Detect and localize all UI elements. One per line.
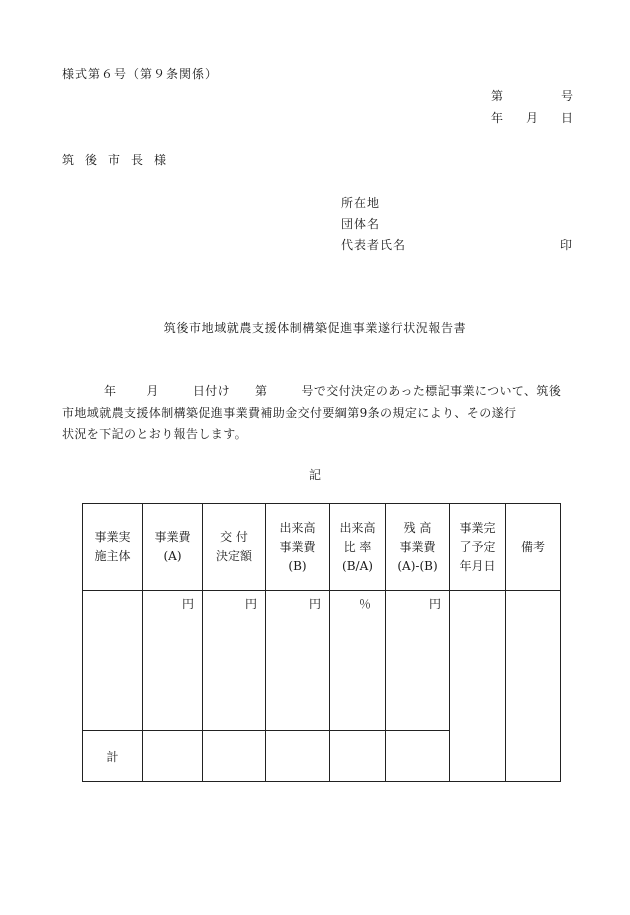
cell-implementer[interactable] (83, 591, 143, 731)
body-line-2: 市地域就農支援体制構築促進事業費補助金交付要綱第9条の規定により、その遂行 (62, 405, 517, 420)
total-completed-cost[interactable] (266, 731, 330, 782)
cell-grant-amount[interactable]: 円 (203, 591, 266, 731)
applicant-rep-row (341, 238, 573, 252)
total-grant-amount[interactable] (203, 731, 266, 782)
header-remaining-cost: 残 高 事業費 (A)-(B) (386, 504, 450, 591)
cell-completion-rate[interactable]: ％ (330, 591, 386, 731)
cell-remarks[interactable] (506, 591, 561, 782)
cell-completion-date[interactable] (450, 591, 506, 782)
doc-no-suffix: 号 (560, 89, 573, 103)
header-project-cost: 事業費 (A) (143, 504, 203, 591)
body-line-3: 状況を下記のとおり報告します。 (62, 427, 248, 441)
cell-completed-cost[interactable]: 円 (266, 591, 330, 731)
applicant-org-label: 団体名 (341, 217, 381, 231)
total-completion-rate[interactable] (330, 731, 386, 782)
table-header-row (83, 504, 561, 591)
doc-no-prefix: 第 (491, 89, 504, 103)
total-label: 計 (83, 731, 143, 782)
applicant-address-label: 所在地 (341, 196, 381, 210)
seal-mark: 印 (559, 238, 573, 252)
header-remarks: 備考 (506, 504, 561, 591)
document-date (491, 111, 573, 125)
addressee: 筑後市長様 (62, 153, 178, 167)
total-project-cost[interactable] (143, 731, 203, 782)
ki-heading: 記 (308, 468, 321, 482)
header-completed-cost: 出来高 事業費 (B) (266, 504, 330, 591)
cell-remaining-cost[interactable]: 円 (386, 591, 450, 731)
applicant-rep-label: 代表者氏名 (341, 238, 407, 252)
date-year: 年 (491, 111, 504, 125)
header-grant-amount: 交 付 決定額 (203, 504, 266, 591)
body-text (62, 381, 577, 446)
document-number (491, 89, 573, 103)
date-day: 日 (560, 111, 573, 125)
cell-project-cost[interactable]: 円 (143, 591, 203, 731)
table-row (83, 591, 561, 731)
header-completion-date: 事業完 了予定 年月日 (450, 504, 506, 591)
body-line-1: 年 月 日付け 第 号で交付決定のあった標記事業について、筑後 (104, 384, 562, 398)
header-completion-rate: 出来高 比 率 (B/A) (330, 504, 386, 591)
total-remaining-cost[interactable] (386, 731, 450, 782)
document-title: 筑後市地域就農支援体制構築促進事業遂行状況報告書 (163, 321, 467, 335)
form-number: 様式第６号（第９条関係） (62, 67, 219, 81)
header-implementer: 事業実 施主体 (83, 504, 143, 591)
report-table (82, 503, 561, 782)
date-month: 月 (525, 111, 538, 125)
